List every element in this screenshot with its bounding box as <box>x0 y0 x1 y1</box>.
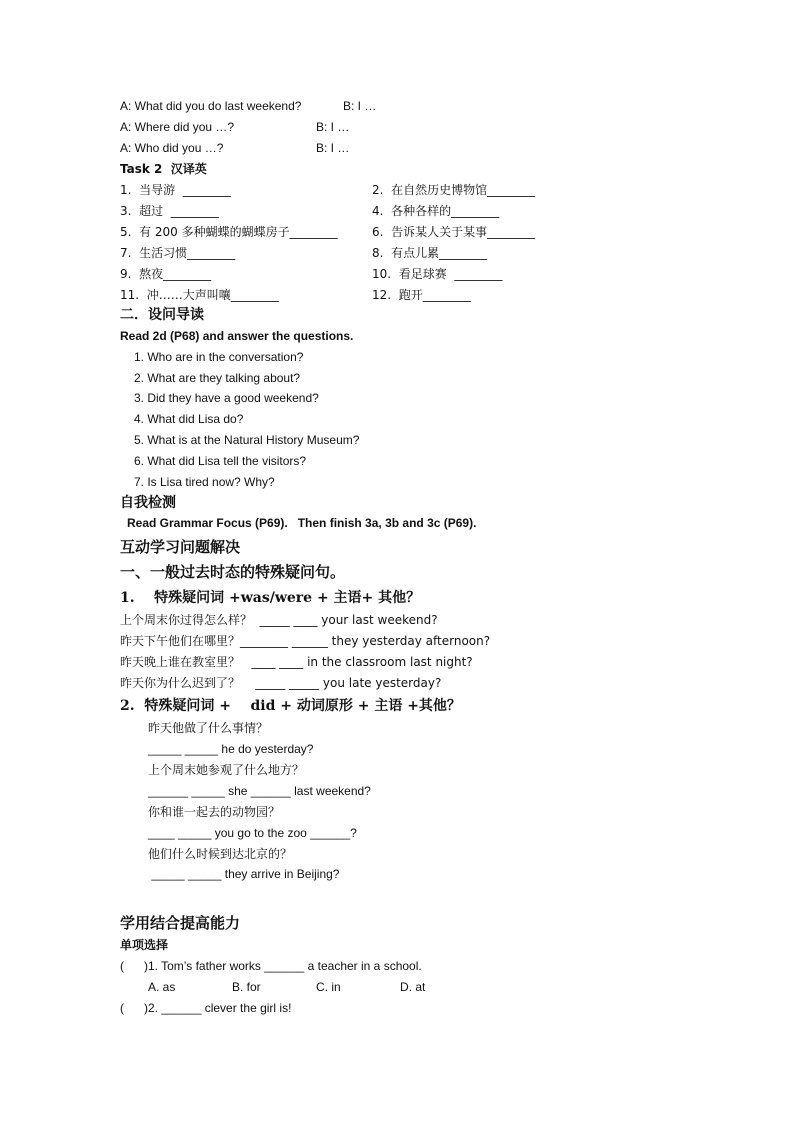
reading-question: 3. Did they have a good weekend? <box>134 391 319 405</box>
mc-question-1: ( )1. Tom’s father works ______ a teacher in a school. <box>120 959 422 973</box>
reading-question: 6. What did Lisa tell the visitors? <box>134 454 307 468</box>
mc-option: D. at <box>400 980 426 994</box>
interactive-subtitle: 一、一般过去时态的特殊疑问句。 <box>120 563 346 581</box>
task2-item: 5. 有 200 多种蝴蝶的蝴蝶房子________ <box>120 225 338 239</box>
task2-item: 3. 超过 ________ <box>120 204 219 218</box>
pattern-2-line: 上个周末她参观了什么地方？ <box>148 763 305 777</box>
task2-item: 11. 冲……大声叫嚷________ <box>120 288 279 302</box>
task2-item: 10. 看足球赛 ________ <box>372 267 503 281</box>
mc-option: B. for <box>232 980 261 994</box>
pattern-2-line: 你和谁一起去的动物园？ <box>148 805 281 819</box>
pattern-1-heading: 1. 特殊疑问词 +was/were + 主语+ 其他？ <box>120 590 421 606</box>
pattern-1-line: 昨天晚上谁在教室里？ ____ ____ in the classroom last night? <box>120 655 473 669</box>
pattern-2-line: _____ _____ he do yesterday? <box>148 742 314 756</box>
pattern-2-line: 他们什么时候到达北京的？ <box>148 847 293 861</box>
pattern-2-line: ______ _____ she ______ last weekend? <box>148 784 371 798</box>
pattern-1-line: 上个周末你过得怎么样？ _____ ____ your last weekend? <box>120 613 438 627</box>
dialog-line-3-b: B: I … <box>316 141 350 155</box>
self-check-title: 自我检测 <box>120 495 176 511</box>
dialog-line-1-a: A: What did you do last weekend? <box>120 99 302 113</box>
task2-item: 1. 当导游 ________ <box>120 183 231 197</box>
task2-item: 2. 在自然历史博物馆________ <box>372 183 536 197</box>
dialog-line-2-b: B: I … <box>316 120 350 134</box>
practice-subtitle: 单项选择 <box>120 938 169 952</box>
task2-item: 9. 熬夜________ <box>120 267 212 281</box>
task2-item: 8. 有点儿累________ <box>372 246 488 260</box>
task2-item: 7. 生活习惯________ <box>120 246 236 260</box>
dialog-line-2-a: A: Where did you …? <box>120 120 235 134</box>
pattern-2-line: _____ _____ they arrive in Beijing? <box>148 867 340 881</box>
reading-question: 1. Who are in the conversation? <box>134 350 304 364</box>
task2-item: 4. 各种各样的________ <box>372 204 500 218</box>
pattern-2-heading: 2. 特殊疑问词 + did + 动词原形 + 主语 +其他？ <box>120 698 461 714</box>
task2-item: 6. 告诉某人关于某事________ <box>372 225 536 239</box>
dialog-line-1-b: B: I … <box>343 99 377 113</box>
pattern-1-line: 昨天你为什么迟到了？ _____ _____ you late yesterday? <box>120 676 442 690</box>
interactive-title: 互动学习问题解决 <box>120 538 241 556</box>
dialog-line-3-a: A: Who did you …? <box>120 141 224 155</box>
reading-question: 5. What is at the Natural History Museum? <box>134 433 360 447</box>
pattern-2-line: ____ _____ you go to the zoo ______? <box>148 826 357 840</box>
task2-title: Task 2 汉译英 <box>120 162 207 176</box>
self-check-instruction: Read Grammar Focus (P69). Then finish 3a, 3b and 3c (P69). <box>127 516 477 530</box>
pattern-1-line: 昨天下午他们在哪里？________ ______ they yesterday afternoon? <box>120 634 491 648</box>
reading-question: 4. What did Lisa do? <box>134 412 244 426</box>
task2-item: 12. 跑开________ <box>372 288 471 302</box>
reading-question: 7. Is Lisa tired now? Why? <box>134 475 275 489</box>
mc-option: C. in <box>316 980 341 994</box>
practice-title: 学用结合提高能力 <box>120 914 241 932</box>
mc-option: A. as <box>148 980 176 994</box>
section2-title: 二．设问导读 <box>120 307 204 323</box>
section2-instruction: Read 2d (P68) and answer the questions. <box>120 329 354 343</box>
pattern-2-line: 昨天他做了什么事情？ <box>148 721 269 735</box>
mc-question-2: ( )2. ______ clever the girl is! <box>120 1001 292 1015</box>
reading-question: 2. What are they talking about? <box>134 371 301 385</box>
